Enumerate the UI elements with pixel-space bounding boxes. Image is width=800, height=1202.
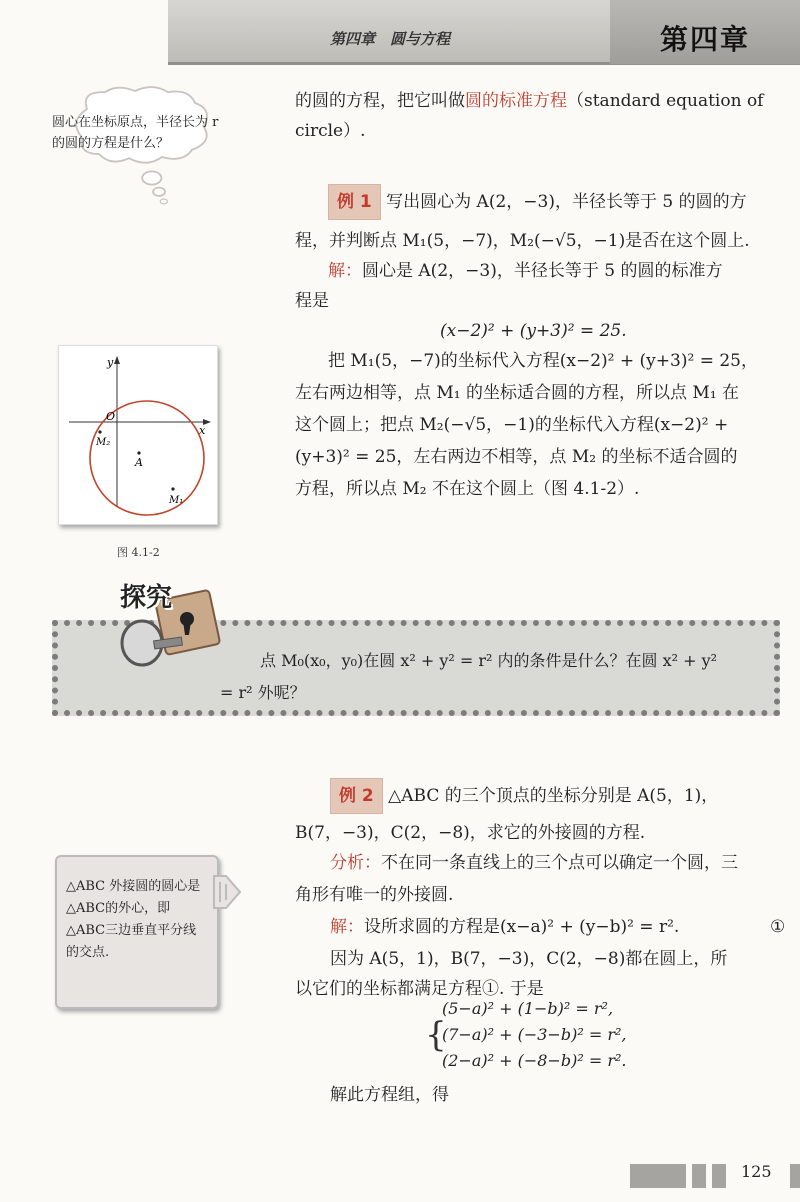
point-A-label: A bbox=[135, 456, 143, 469]
note-arrow-icon bbox=[212, 872, 242, 912]
example1-equation: (x−2)² + (y+3)² = 25. bbox=[440, 321, 627, 341]
footer-bars bbox=[630, 1160, 800, 1192]
explore-line2: = r² 外呢？ bbox=[220, 683, 306, 702]
example1-solution-text: 圆心是 A(2，−3)，半径长等于 5 的圆的标准方 bbox=[362, 261, 723, 281]
example1-body1: 把 M₁(5，−7)的坐标代入方程(x−2)² + (y+3)² = 25， bbox=[328, 351, 758, 371]
example2-heading bbox=[330, 778, 800, 814]
example1-heading bbox=[328, 184, 798, 220]
system-equation-1: (5−a)² + (1−b)² = r², bbox=[442, 999, 614, 1018]
example2-analysis-text: 不在同一条直线上的三个点可以确定一个圆，三 bbox=[381, 853, 738, 873]
point-M2 bbox=[98, 430, 101, 433]
axis-label-y: y bbox=[107, 356, 114, 369]
explore-line1: 点 M₀(x₀，y₀)在圆 x² + y² = r² 内的条件是什么？在圆 x² + y² bbox=[260, 651, 718, 670]
example2-solution-line bbox=[330, 912, 790, 942]
figure-circle-diagram bbox=[58, 345, 218, 525]
system-brace: { bbox=[425, 1015, 447, 1055]
figure-caption: 图 4.1-2 bbox=[117, 546, 160, 559]
intro-text: 的圆的方程，把它叫做 bbox=[295, 91, 465, 111]
example1-body2: 左右两边相等，点 M₁ 的坐标适合圆的方程，所以点 M₁ 在 bbox=[295, 383, 740, 403]
example1-solution-label: 解： bbox=[328, 261, 362, 281]
example2-analysis-line1 bbox=[330, 848, 738, 878]
example1-solution-line2: 程是 bbox=[295, 291, 329, 311]
intro-paragraph bbox=[295, 86, 785, 146]
example1-body5: 方程，所以点 M₂ 不在这个圆上（图 4.1-2）. bbox=[295, 479, 640, 499]
example2-equation-system bbox=[442, 996, 626, 1074]
note-text: △ABC 外接圆的圆心是△ABC的外心，即△ABC三边垂直平分线的交点. bbox=[66, 879, 201, 960]
example1-body3: 这个圆上；把点 M₂(−√5，−1)的坐标代入方程(x−2)² + bbox=[295, 415, 729, 435]
equation-number-1: ① bbox=[770, 917, 786, 937]
example2-body1: 因为 A(5，1)，B(7，−3)，C(2，−8)都在圆上，所 bbox=[330, 949, 728, 969]
example1-tag: 例 1 bbox=[328, 184, 381, 220]
system-equation-3: (2−a)² + (−8−b)² = r². bbox=[442, 1051, 627, 1070]
point-M2-label: M₂ bbox=[96, 437, 111, 448]
axis-label-x: x bbox=[199, 424, 206, 437]
cloud-question: 圆心在坐标原点，半径长为 r 的圆的方程是什么？ bbox=[52, 115, 219, 151]
example2-analysis-line2: 角形有唯一的外接圆. bbox=[295, 885, 454, 905]
term-standard-equation: 圆的标准方程 bbox=[465, 91, 567, 111]
point-A bbox=[137, 451, 140, 454]
header-chapter-tab-label: 第四章 bbox=[660, 23, 751, 56]
example1-line2: 程，并判断点 M₁(5，−7)，M₂(−√5，−1)是否在这个圆上. bbox=[295, 231, 750, 251]
explore-question bbox=[60, 645, 780, 709]
example2-final: 解此方程组，得 bbox=[330, 1085, 449, 1105]
example2-body2: 以它们的坐标都满足方程①. 于是 bbox=[295, 979, 544, 999]
example2-line2: B(7，−3)，C(2，−8)，求它的外接圆的方程. bbox=[295, 823, 646, 843]
point-M1-label: M₁ bbox=[169, 495, 184, 506]
explore-title: 探究 bbox=[120, 583, 173, 613]
system-equation-2: (7−a)² + (−3−b)² = r², bbox=[442, 1025, 627, 1044]
example2-tag: 例 2 bbox=[330, 778, 383, 814]
page-number: 125 bbox=[741, 1162, 772, 1181]
origin-label: O bbox=[106, 410, 116, 423]
example1-solution-line1 bbox=[328, 256, 722, 286]
example2-line1: △ABC 的三个顶点的坐标分别是 A(5，1)， bbox=[388, 786, 719, 806]
example1-body4: (y+3)² = 25，左右两边不相等，点 M₂ 的坐标不适合圆的 bbox=[295, 447, 738, 467]
example2-analysis-label: 分析： bbox=[330, 853, 381, 873]
point-M1 bbox=[171, 487, 174, 490]
example1-line1: 写出圆心为 A(2，−3)，半径长等于 5 的圆的方 bbox=[386, 192, 747, 212]
circle-diagram-svg bbox=[59, 346, 217, 524]
example2-solution-text: 设所求圆的方程是(x−a)² + (y−b)² = r². bbox=[364, 917, 680, 937]
header-chapter-label: 第四章 圆与方程 bbox=[330, 30, 451, 48]
example2-solution-label: 解： bbox=[330, 917, 364, 937]
intro-text-end: （standard equation of circle）. bbox=[295, 91, 764, 141]
